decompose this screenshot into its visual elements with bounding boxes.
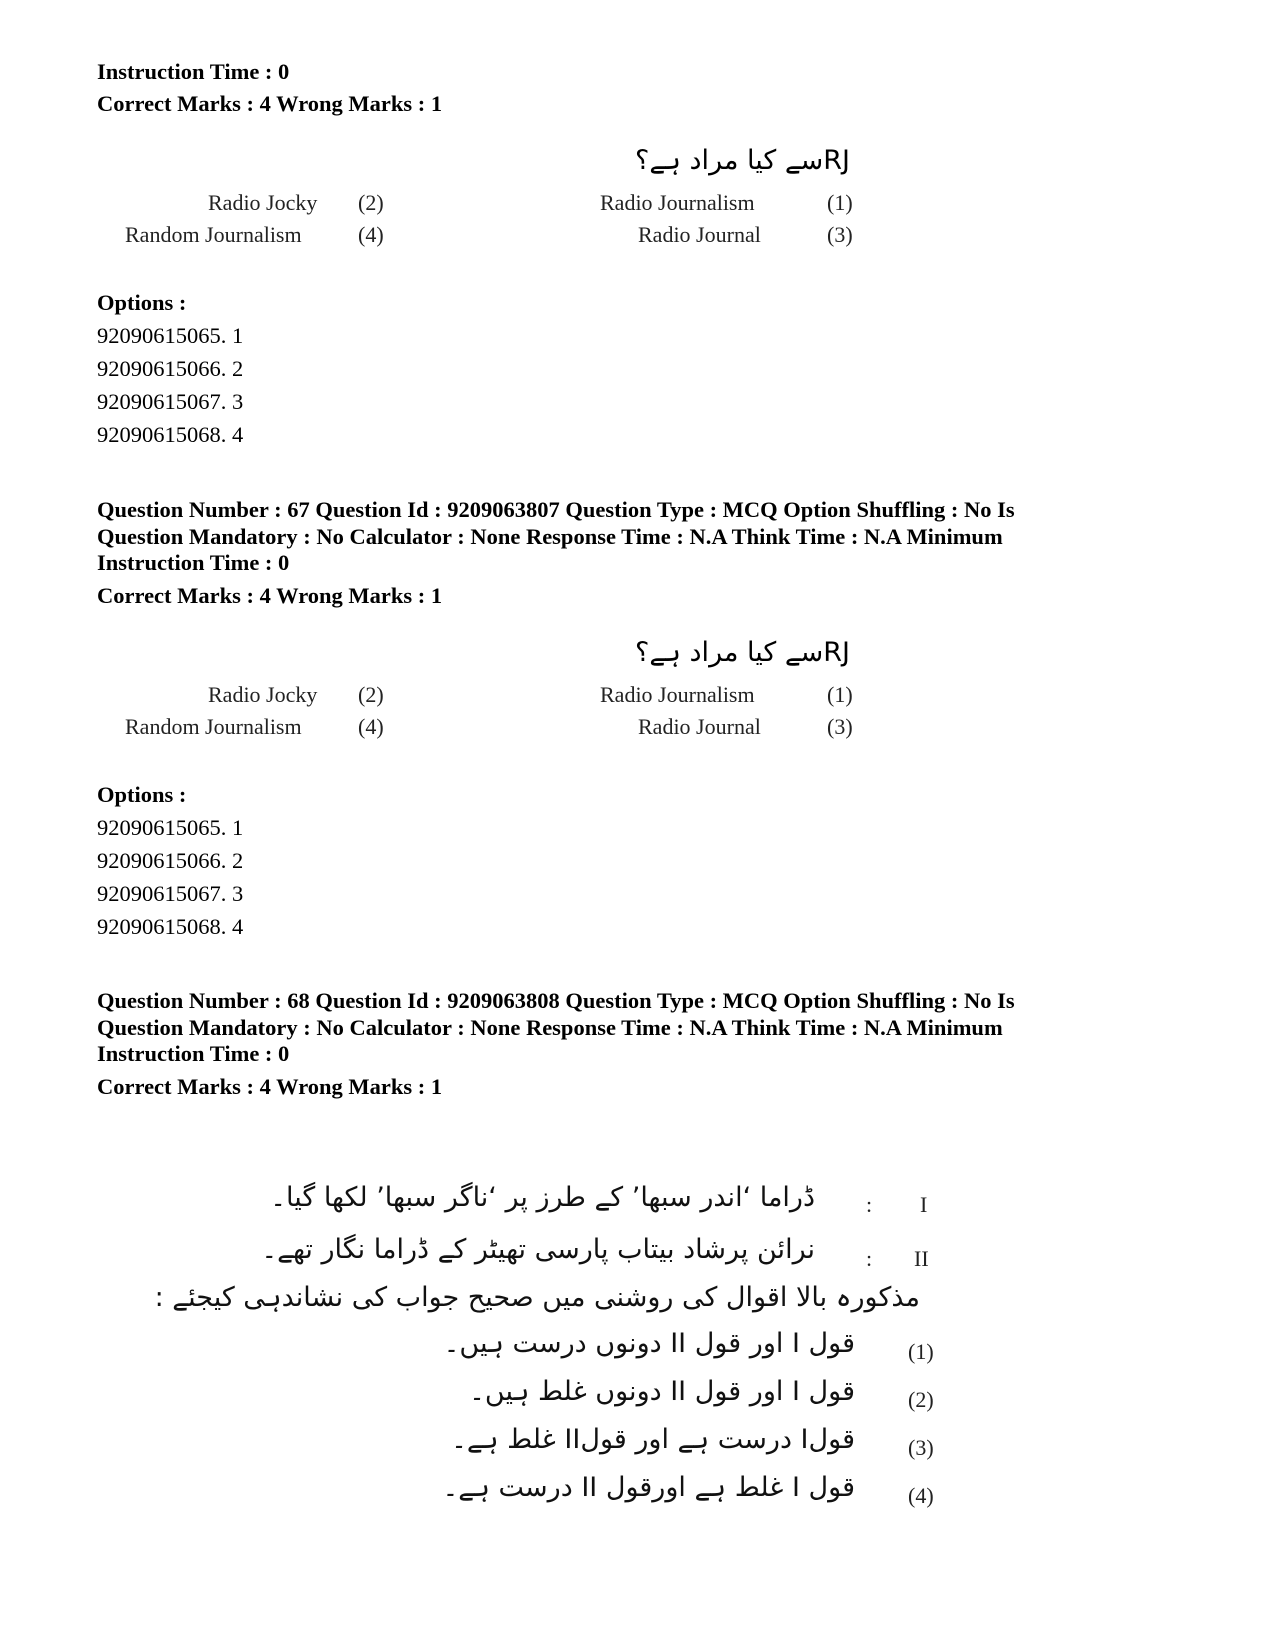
marks-line: Correct Marks : 4 Wrong Marks : 1 [97, 583, 443, 608]
choice-number: (3) [908, 1435, 934, 1460]
question-prompt: مذکورہ بالا اقوال کی روشنی میں صحیح جواب کی نشاندہی کیجئے : [154, 1282, 920, 1313]
instruction-time: Instruction Time : 0 [97, 59, 290, 84]
choice-number: (2) [358, 682, 384, 707]
options-title: Options : [97, 782, 187, 807]
statement-text: ڈراما ‘اندر سبھا’ کے طرز پر ‘ناگر سبھا’ لکھا گیا۔ [270, 1182, 815, 1213]
choice-text: Radio Jocky [208, 682, 318, 707]
choice-text: Radio Journalism [600, 190, 755, 215]
statement-label: II [914, 1246, 929, 1271]
option-item: 92090615066. 2 [97, 848, 244, 873]
statement-text: نرائن پرشاد بیتاب پارسی تھیٹر کے ڈراما نگار تھے۔ [261, 1234, 815, 1265]
question-image [0, 145, 1275, 265]
choice-number: (4) [358, 222, 384, 247]
choice-text: Radio Journal [638, 714, 761, 739]
choice-number: (4) [908, 1483, 934, 1508]
instruction-time: Instruction Time : 0 [97, 550, 290, 575]
choice-number: (1) [827, 682, 853, 707]
marks-line: Correct Marks : 4 Wrong Marks : 1 [97, 1074, 443, 1099]
option-item: 92090615066. 2 [97, 356, 244, 381]
question-header-line: Question Number : 68 Question Id : 9209063808 Question Type : MCQ Option Shuffling : No Is [97, 988, 1015, 1013]
marks-line: Correct Marks : 4 Wrong Marks : 1 [97, 91, 443, 116]
option-item: 92090615065. 1 [97, 323, 244, 348]
choice-number: (3) [827, 714, 853, 739]
question-stem: RJسے کیا مراد ہے؟ [634, 145, 850, 176]
colon: : [866, 1246, 873, 1271]
choice-text: قول I اور قول II دونوں درست ہیں۔ [443, 1328, 855, 1359]
option-item: 92090615068. 4 [97, 422, 244, 447]
question-stem: RJسے کیا مراد ہے؟ [634, 637, 850, 668]
option-item: 92090615067. 3 [97, 881, 244, 906]
question-header-line: Question Number : 67 Question Id : 9209063807 Question Type : MCQ Option Shuffling : No Is [97, 497, 1015, 522]
question-image [0, 1182, 1275, 1576]
question-header-line: Question Mandatory : No Calculator : None Response Time : N.A Think Time : N.A Minimum [97, 1015, 1003, 1040]
option-item: 92090615067. 3 [97, 389, 244, 414]
option-item: 92090615065. 1 [97, 815, 244, 840]
choice-text: Random Journalism [125, 714, 302, 739]
choice-text: Radio Journal [638, 222, 761, 247]
instruction-time: Instruction Time : 0 [97, 1041, 290, 1066]
choice-number: (3) [827, 222, 853, 247]
choice-text: Random Journalism [125, 222, 302, 247]
choice-text: قولI درست ہے اور قولII غلط ہے۔ [451, 1424, 855, 1455]
choice-text: Radio Jocky [208, 190, 318, 215]
choice-text: قول I غلط ہے اورقول II درست ہے۔ [442, 1472, 855, 1503]
choice-number: (4) [358, 714, 384, 739]
colon: : [866, 1192, 873, 1217]
choice-number: (1) [827, 190, 853, 215]
choice-number: (1) [908, 1339, 934, 1364]
choice-text: Radio Journalism [600, 682, 755, 707]
choice-text: قول I اور قول II دونوں غلط ہیں۔ [469, 1376, 855, 1407]
options-title: Options : [97, 290, 187, 315]
question-header-line: Question Mandatory : No Calculator : None Response Time : N.A Think Time : N.A Minimum [97, 524, 1003, 549]
statement-label: I [920, 1192, 928, 1217]
choice-number: (2) [908, 1387, 934, 1412]
question-image [0, 637, 1275, 757]
option-item: 92090615068. 4 [97, 914, 244, 939]
choice-number: (2) [358, 190, 384, 215]
